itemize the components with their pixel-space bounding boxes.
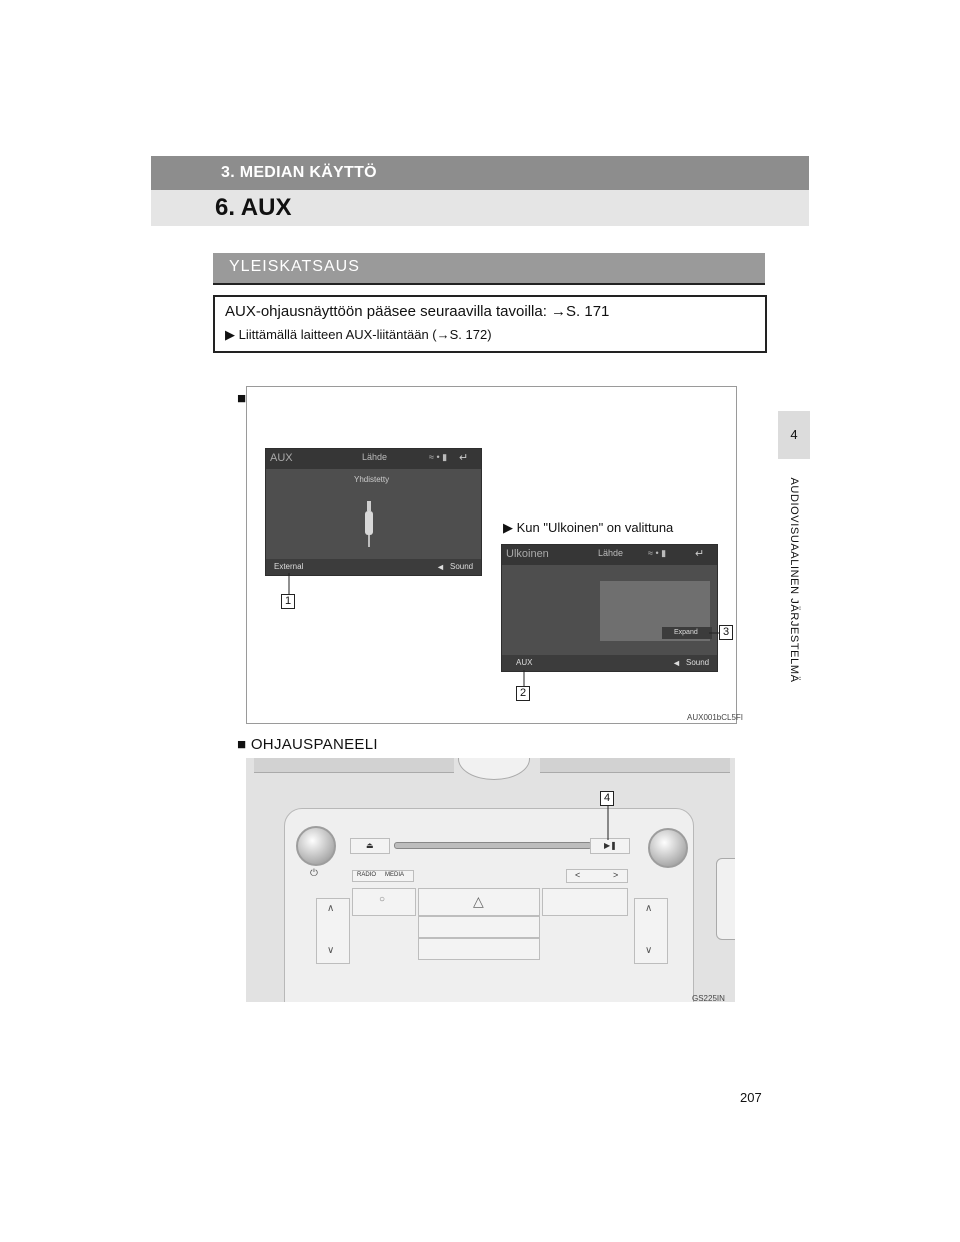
power-volume-knob[interactable] — [296, 826, 336, 866]
hazard-icon: △ — [473, 893, 484, 909]
power-icon: ⏻ — [310, 868, 318, 879]
chapter-tab-number: 4 — [778, 411, 810, 459]
callout-3: 3 — [719, 625, 733, 640]
aux-screen — [265, 448, 482, 576]
source-button[interactable]: Lähde — [362, 452, 388, 462]
chevron-down-icon: ∨ — [327, 945, 335, 956]
aux-button[interactable]: AUX — [516, 658, 533, 667]
air-vent — [254, 758, 454, 773]
screen-title: AUX — [270, 452, 293, 464]
info-box — [213, 295, 767, 353]
right-temp-switch[interactable] — [634, 898, 668, 964]
chapter-tab-label: AUDIOVISUAALINEN JÄRJESTELMÄ — [788, 477, 800, 683]
figure-reference: AUX001bCL5FI — [687, 713, 744, 722]
left-temp-switch[interactable] — [316, 898, 350, 964]
info-line-2: ▶ Liittämällä laitteen AUX-liitäntään (→S. 172) — [225, 327, 492, 342]
triangle-bullet-icon: ▶ — [225, 327, 235, 342]
eject-icon: ⏏ — [366, 841, 374, 850]
screen2-caption: ▶ Kun "Ulkoinen" on valittuna — [503, 520, 674, 535]
source-button[interactable]: Lähde — [598, 548, 624, 558]
radio-media-button[interactable]: RADIO MEDIA — [352, 870, 414, 882]
control-panel-figure — [246, 758, 735, 1002]
climate-button-row[interactable] — [418, 938, 540, 960]
expand-button[interactable]: Expand — [674, 629, 698, 636]
seek-track-button[interactable] — [566, 869, 628, 883]
square-bullet-icon: ■ — [237, 390, 247, 407]
side-control — [716, 858, 735, 940]
speaker-icon: ◄ — [436, 562, 445, 572]
section-title-bar — [151, 190, 809, 226]
figure-reference: GS225IN — [692, 994, 725, 1002]
chevron-down-icon: ∨ — [645, 945, 653, 956]
chevron-up-icon: ∧ — [327, 903, 335, 914]
audio-plug-icon — [362, 501, 376, 547]
callout-1: 1 — [281, 594, 295, 609]
section-heading: YLEISKATSAUS — [213, 253, 765, 285]
status-icons: ≈ • ▮ — [648, 548, 667, 558]
chevron-up-icon: ∧ — [645, 903, 653, 914]
tune-scroll-knob[interactable] — [648, 828, 688, 868]
screen-figure — [246, 386, 744, 724]
page-number: 207 — [740, 1090, 762, 1105]
page-title: 6. AUX — [215, 194, 292, 221]
info-line-1: AUX-ohjausnäyttöön pääsee seuraavilla tavoilla: →S. 171 — [225, 303, 610, 320]
chapter-title: 3. MEDIAN KÄYTTÖ — [221, 164, 377, 181]
sound-button[interactable]: Sound — [450, 562, 474, 571]
air-vent — [540, 758, 730, 773]
left-panel-button[interactable]: ○ — [352, 888, 416, 916]
triangle-bullet-icon: ▶ — [503, 520, 513, 535]
square-bullet-icon: ■ — [237, 736, 247, 753]
external-screen — [501, 544, 718, 672]
chapter-bar — [151, 156, 809, 190]
external-button[interactable]: External — [274, 562, 304, 571]
eject-button[interactable] — [350, 838, 390, 854]
subheading-panel: ■ OHJAUSPANEELI — [237, 736, 378, 753]
chevron-left-icon: < — [575, 870, 581, 880]
right-panel-button[interactable] — [542, 888, 628, 916]
clock — [458, 758, 530, 780]
sound-button[interactable]: Sound — [686, 658, 710, 667]
hazard-button[interactable] — [418, 888, 540, 916]
status-icons: ≈ • ▮ — [429, 452, 448, 462]
chevron-right-icon: > — [613, 870, 619, 880]
callout-4: 4 — [600, 791, 614, 806]
screen-title: Ulkoinen — [506, 548, 549, 560]
back-icon[interactable]: ↵ — [459, 452, 469, 464]
speaker-icon: ◄ — [672, 658, 681, 668]
connection-status: Yhdistetty — [354, 475, 390, 484]
callout-2: 2 — [516, 686, 530, 701]
play-pause-icon: ▶❚ — [604, 841, 617, 850]
back-icon[interactable]: ↵ — [695, 548, 705, 560]
play-pause-button[interactable] — [590, 838, 630, 854]
disc-slot — [394, 842, 592, 849]
climate-button-row[interactable] — [418, 916, 540, 938]
